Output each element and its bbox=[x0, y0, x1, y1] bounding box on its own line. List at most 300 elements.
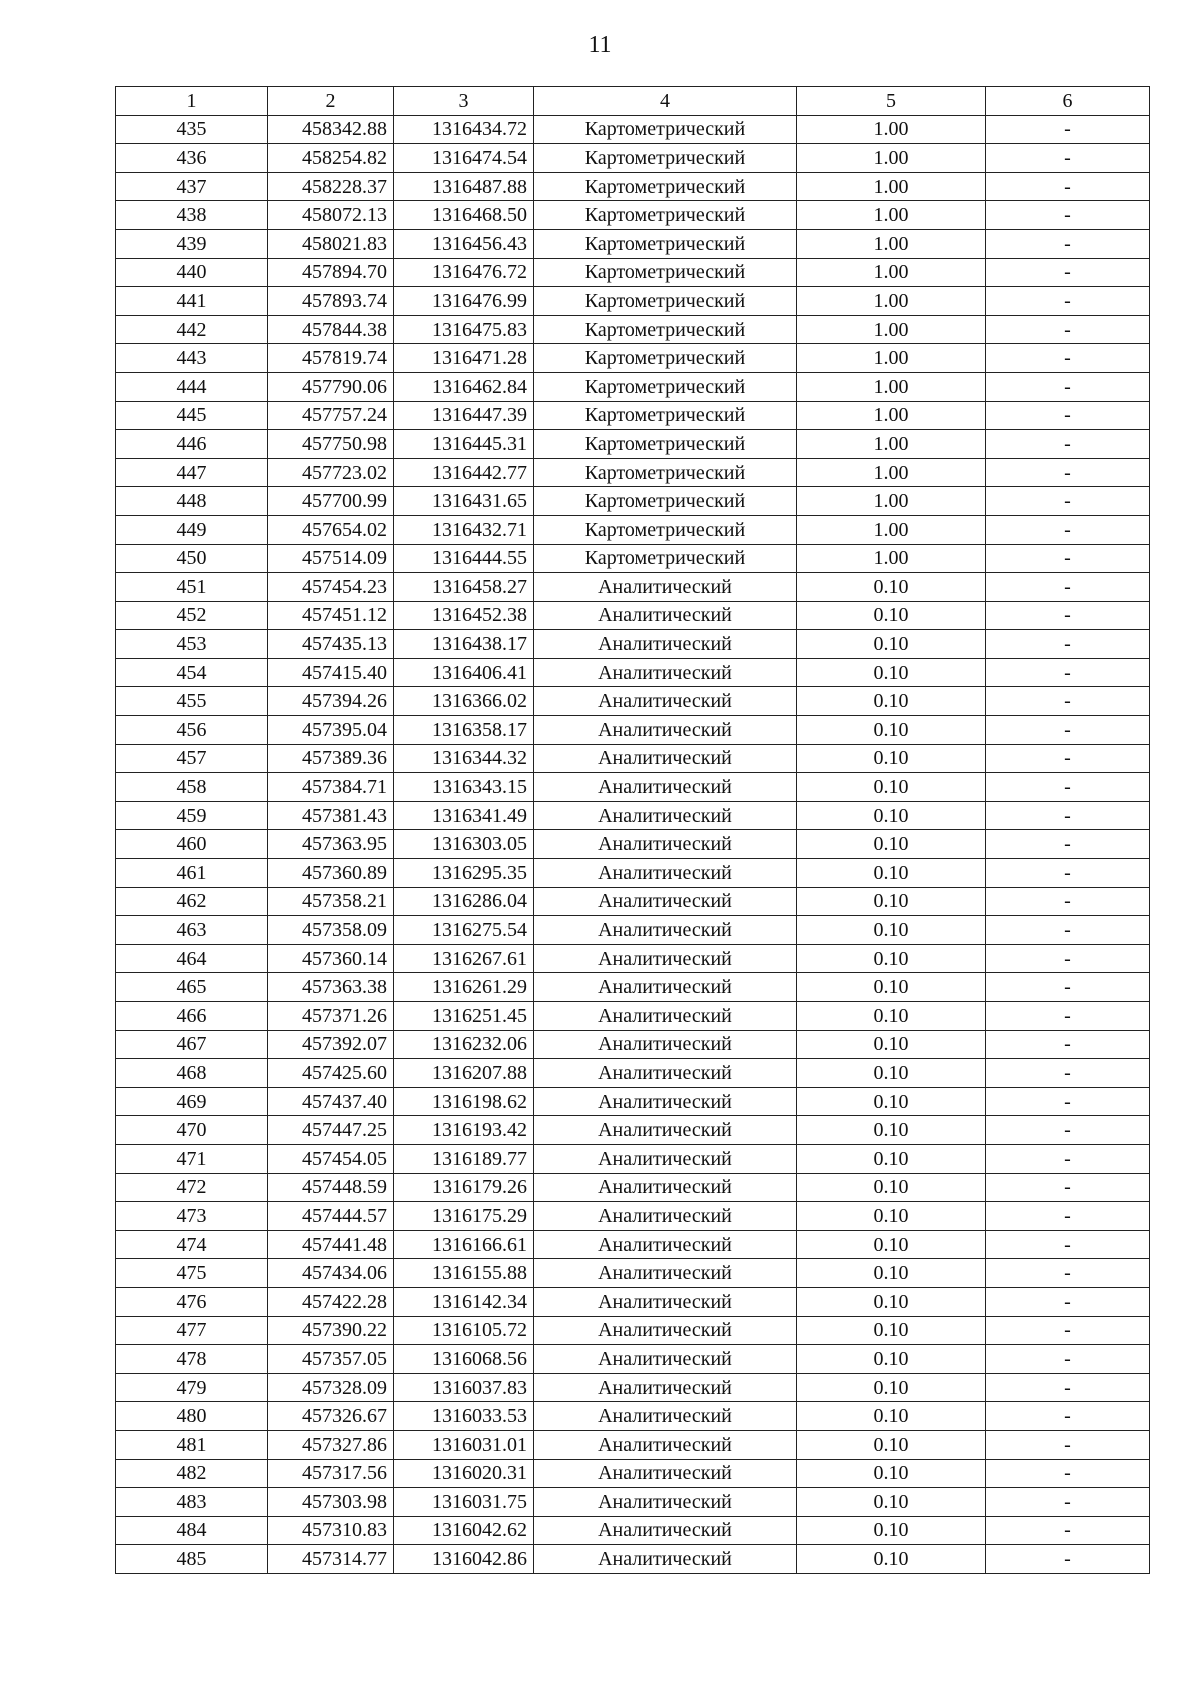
method-cell: Аналитический bbox=[534, 887, 797, 916]
y-coordinate-cell: 1316155.88 bbox=[394, 1259, 534, 1288]
y-coordinate-cell: 1316020.31 bbox=[394, 1459, 534, 1488]
accuracy-cell: 1.00 bbox=[797, 229, 986, 258]
x-coordinate-cell: 457394.26 bbox=[268, 687, 394, 716]
point-number-cell: 481 bbox=[116, 1430, 268, 1459]
x-coordinate-cell: 457314.77 bbox=[268, 1545, 394, 1574]
accuracy-cell: 0.10 bbox=[797, 601, 986, 630]
point-number-cell: 480 bbox=[116, 1402, 268, 1431]
note-cell: - bbox=[986, 1287, 1150, 1316]
method-cell: Картометрический bbox=[534, 544, 797, 573]
table-row bbox=[116, 487, 1150, 516]
method-cell: Картометрический bbox=[534, 458, 797, 487]
note-cell: - bbox=[986, 716, 1150, 745]
x-coordinate-cell: 457360.89 bbox=[268, 859, 394, 888]
note-cell: - bbox=[986, 172, 1150, 201]
point-number-cell: 470 bbox=[116, 1116, 268, 1145]
table-row bbox=[116, 859, 1150, 888]
accuracy-cell: 0.10 bbox=[797, 1430, 986, 1459]
method-cell: Аналитический bbox=[534, 1316, 797, 1345]
method-cell: Аналитический bbox=[534, 573, 797, 602]
x-coordinate-cell: 457448.59 bbox=[268, 1173, 394, 1202]
point-number-cell: 462 bbox=[116, 887, 268, 916]
accuracy-cell: 0.10 bbox=[797, 1230, 986, 1259]
point-number-cell: 449 bbox=[116, 515, 268, 544]
accuracy-cell: 1.00 bbox=[797, 258, 986, 287]
y-coordinate-cell: 1316447.39 bbox=[394, 401, 534, 430]
table-row bbox=[116, 630, 1150, 659]
table-row bbox=[116, 287, 1150, 316]
table-row bbox=[116, 144, 1150, 173]
x-coordinate-cell: 457654.02 bbox=[268, 515, 394, 544]
note-cell: - bbox=[986, 315, 1150, 344]
table-row bbox=[116, 515, 1150, 544]
note-cell: - bbox=[986, 744, 1150, 773]
y-coordinate-cell: 1316207.88 bbox=[394, 1059, 534, 1088]
y-coordinate-cell: 1316471.28 bbox=[394, 344, 534, 373]
method-cell: Аналитический bbox=[534, 1545, 797, 1574]
y-coordinate-cell: 1316193.42 bbox=[394, 1116, 534, 1145]
accuracy-cell: 0.10 bbox=[797, 887, 986, 916]
table-row bbox=[116, 1144, 1150, 1173]
table-row bbox=[116, 1430, 1150, 1459]
x-coordinate-cell: 457395.04 bbox=[268, 716, 394, 745]
point-number-cell: 436 bbox=[116, 144, 268, 173]
point-number-cell: 475 bbox=[116, 1259, 268, 1288]
table-row bbox=[116, 372, 1150, 401]
accuracy-cell: 0.10 bbox=[797, 744, 986, 773]
accuracy-cell: 0.10 bbox=[797, 1116, 986, 1145]
accuracy-cell: 1.00 bbox=[797, 201, 986, 230]
table-row bbox=[116, 1059, 1150, 1088]
note-cell: - bbox=[986, 773, 1150, 802]
point-number-cell: 474 bbox=[116, 1230, 268, 1259]
y-coordinate-cell: 1316456.43 bbox=[394, 229, 534, 258]
y-coordinate-cell: 1316366.02 bbox=[394, 687, 534, 716]
page-number: 11 bbox=[588, 32, 612, 58]
header-row bbox=[116, 87, 1150, 116]
accuracy-cell: 0.10 bbox=[797, 1287, 986, 1316]
x-coordinate-cell: 458228.37 bbox=[268, 172, 394, 201]
method-cell: Аналитический bbox=[534, 601, 797, 630]
y-coordinate-cell: 1316452.38 bbox=[394, 601, 534, 630]
method-cell: Аналитический bbox=[534, 1202, 797, 1231]
y-coordinate-cell: 1316438.17 bbox=[394, 630, 534, 659]
point-number-cell: 453 bbox=[116, 630, 268, 659]
point-number-cell: 464 bbox=[116, 944, 268, 973]
table-row bbox=[116, 1488, 1150, 1517]
table-row bbox=[116, 1373, 1150, 1402]
note-cell: - bbox=[986, 944, 1150, 973]
accuracy-cell: 0.10 bbox=[797, 1259, 986, 1288]
x-coordinate-cell: 457360.14 bbox=[268, 944, 394, 973]
accuracy-cell: 0.10 bbox=[797, 687, 986, 716]
y-coordinate-cell: 1316344.32 bbox=[394, 744, 534, 773]
table-row bbox=[116, 1116, 1150, 1145]
point-number-cell: 476 bbox=[116, 1287, 268, 1316]
note-cell: - bbox=[986, 372, 1150, 401]
table-row bbox=[116, 430, 1150, 459]
note-cell: - bbox=[986, 1516, 1150, 1545]
method-cell: Картометрический bbox=[534, 172, 797, 201]
note-cell: - bbox=[986, 859, 1150, 888]
point-number-cell: 479 bbox=[116, 1373, 268, 1402]
point-number-cell: 471 bbox=[116, 1144, 268, 1173]
x-coordinate-cell: 457326.67 bbox=[268, 1402, 394, 1431]
x-coordinate-cell: 457750.98 bbox=[268, 430, 394, 459]
method-cell: Картометрический bbox=[534, 144, 797, 173]
table-row bbox=[116, 944, 1150, 973]
point-number-cell: 440 bbox=[116, 258, 268, 287]
method-cell: Аналитический bbox=[534, 1087, 797, 1116]
method-cell: Аналитический bbox=[534, 1259, 797, 1288]
accuracy-cell: 1.00 bbox=[797, 458, 986, 487]
note-cell: - bbox=[986, 1116, 1150, 1145]
y-coordinate-cell: 1316142.34 bbox=[394, 1287, 534, 1316]
table-row bbox=[116, 201, 1150, 230]
accuracy-cell: 0.10 bbox=[797, 830, 986, 859]
x-coordinate-cell: 457415.40 bbox=[268, 658, 394, 687]
coordinates-table bbox=[115, 86, 1150, 1574]
y-coordinate-cell: 1316431.65 bbox=[394, 487, 534, 516]
table-row bbox=[116, 229, 1150, 258]
method-cell: Аналитический bbox=[534, 916, 797, 945]
y-coordinate-cell: 1316189.77 bbox=[394, 1144, 534, 1173]
y-coordinate-cell: 1316442.77 bbox=[394, 458, 534, 487]
x-coordinate-cell: 457363.95 bbox=[268, 830, 394, 859]
accuracy-cell: 0.10 bbox=[797, 773, 986, 802]
method-cell: Аналитический bbox=[534, 630, 797, 659]
x-coordinate-cell: 457451.12 bbox=[268, 601, 394, 630]
y-coordinate-cell: 1316445.31 bbox=[394, 430, 534, 459]
point-number-cell: 457 bbox=[116, 744, 268, 773]
x-coordinate-cell: 457390.22 bbox=[268, 1316, 394, 1345]
table-row bbox=[116, 1459, 1150, 1488]
note-cell: - bbox=[986, 630, 1150, 659]
point-number-cell: 450 bbox=[116, 544, 268, 573]
method-cell: Картометрический bbox=[534, 372, 797, 401]
accuracy-cell: 1.00 bbox=[797, 430, 986, 459]
accuracy-cell: 1.00 bbox=[797, 401, 986, 430]
accuracy-cell: 0.10 bbox=[797, 859, 986, 888]
y-coordinate-cell: 1316432.71 bbox=[394, 515, 534, 544]
table-row bbox=[116, 1345, 1150, 1374]
accuracy-cell: 1.00 bbox=[797, 115, 986, 144]
column-header: 1 bbox=[116, 87, 268, 116]
y-coordinate-cell: 1316476.72 bbox=[394, 258, 534, 287]
accuracy-cell: 0.10 bbox=[797, 658, 986, 687]
note-cell: - bbox=[986, 1316, 1150, 1345]
table-row bbox=[116, 1402, 1150, 1431]
note-cell: - bbox=[986, 830, 1150, 859]
table-row bbox=[116, 1259, 1150, 1288]
accuracy-cell: 0.10 bbox=[797, 1459, 986, 1488]
point-number-cell: 465 bbox=[116, 973, 268, 1002]
point-number-cell: 444 bbox=[116, 372, 268, 401]
table-row bbox=[116, 258, 1150, 287]
note-cell: - bbox=[986, 916, 1150, 945]
x-coordinate-cell: 457422.28 bbox=[268, 1287, 394, 1316]
point-number-cell: 447 bbox=[116, 458, 268, 487]
point-number-cell: 485 bbox=[116, 1545, 268, 1574]
y-coordinate-cell: 1316343.15 bbox=[394, 773, 534, 802]
x-coordinate-cell: 457444.57 bbox=[268, 1202, 394, 1231]
point-number-cell: 451 bbox=[116, 573, 268, 602]
table-row bbox=[116, 1002, 1150, 1031]
column-header: 5 bbox=[797, 87, 986, 116]
note-cell: - bbox=[986, 1173, 1150, 1202]
method-cell: Аналитический bbox=[534, 1059, 797, 1088]
note-cell: - bbox=[986, 1459, 1150, 1488]
accuracy-cell: 0.10 bbox=[797, 1316, 986, 1345]
y-coordinate-cell: 1316475.83 bbox=[394, 315, 534, 344]
point-number-cell: 443 bbox=[116, 344, 268, 373]
table-row bbox=[116, 773, 1150, 802]
y-coordinate-cell: 1316175.29 bbox=[394, 1202, 534, 1231]
point-number-cell: 446 bbox=[116, 430, 268, 459]
point-number-cell: 452 bbox=[116, 601, 268, 630]
method-cell: Аналитический bbox=[534, 1230, 797, 1259]
y-coordinate-cell: 1316468.50 bbox=[394, 201, 534, 230]
x-coordinate-cell: 457384.71 bbox=[268, 773, 394, 802]
method-cell: Аналитический bbox=[534, 944, 797, 973]
note-cell: - bbox=[986, 887, 1150, 916]
note-cell: - bbox=[986, 515, 1150, 544]
accuracy-cell: 0.10 bbox=[797, 944, 986, 973]
point-number-cell: 442 bbox=[116, 315, 268, 344]
y-coordinate-cell: 1316275.54 bbox=[394, 916, 534, 945]
x-coordinate-cell: 457454.05 bbox=[268, 1144, 394, 1173]
y-coordinate-cell: 1316286.04 bbox=[394, 887, 534, 916]
x-coordinate-cell: 457371.26 bbox=[268, 1002, 394, 1031]
note-cell: - bbox=[986, 430, 1150, 459]
x-coordinate-cell: 457700.99 bbox=[268, 487, 394, 516]
x-coordinate-cell: 457514.09 bbox=[268, 544, 394, 573]
method-cell: Аналитический bbox=[534, 716, 797, 745]
x-coordinate-cell: 457317.56 bbox=[268, 1459, 394, 1488]
method-cell: Картометрический bbox=[534, 430, 797, 459]
x-coordinate-cell: 458021.83 bbox=[268, 229, 394, 258]
method-cell: Аналитический bbox=[534, 1516, 797, 1545]
point-number-cell: 439 bbox=[116, 229, 268, 258]
x-coordinate-cell: 457819.74 bbox=[268, 344, 394, 373]
method-cell: Картометрический bbox=[534, 401, 797, 430]
point-number-cell: 469 bbox=[116, 1087, 268, 1116]
method-cell: Аналитический bbox=[534, 973, 797, 1002]
x-coordinate-cell: 457392.07 bbox=[268, 1030, 394, 1059]
method-cell: Аналитический bbox=[534, 1345, 797, 1374]
table-row bbox=[116, 344, 1150, 373]
y-coordinate-cell: 1316198.62 bbox=[394, 1087, 534, 1116]
y-coordinate-cell: 1316179.26 bbox=[394, 1173, 534, 1202]
point-number-cell: 461 bbox=[116, 859, 268, 888]
point-number-cell: 472 bbox=[116, 1173, 268, 1202]
method-cell: Аналитический bbox=[534, 1030, 797, 1059]
method-cell: Аналитический bbox=[534, 658, 797, 687]
y-coordinate-cell: 1316042.86 bbox=[394, 1545, 534, 1574]
note-cell: - bbox=[986, 1373, 1150, 1402]
y-coordinate-cell: 1316033.53 bbox=[394, 1402, 534, 1431]
table-row bbox=[116, 916, 1150, 945]
point-number-cell: 460 bbox=[116, 830, 268, 859]
table-row bbox=[116, 887, 1150, 916]
method-cell: Аналитический bbox=[534, 1402, 797, 1431]
accuracy-cell: 0.10 bbox=[797, 973, 986, 1002]
method-cell: Аналитический bbox=[534, 1459, 797, 1488]
accuracy-cell: 0.10 bbox=[797, 1345, 986, 1374]
method-cell: Аналитический bbox=[534, 1116, 797, 1145]
note-cell: - bbox=[986, 344, 1150, 373]
point-number-cell: 454 bbox=[116, 658, 268, 687]
y-coordinate-cell: 1316341.49 bbox=[394, 801, 534, 830]
method-cell: Аналитический bbox=[534, 687, 797, 716]
note-cell: - bbox=[986, 201, 1150, 230]
method-cell: Аналитический bbox=[534, 1144, 797, 1173]
note-cell: - bbox=[986, 1345, 1150, 1374]
note-cell: - bbox=[986, 1488, 1150, 1517]
x-coordinate-cell: 457310.83 bbox=[268, 1516, 394, 1545]
method-cell: Картометрический bbox=[534, 201, 797, 230]
x-coordinate-cell: 458254.82 bbox=[268, 144, 394, 173]
table-row bbox=[116, 687, 1150, 716]
accuracy-cell: 0.10 bbox=[797, 1002, 986, 1031]
method-cell: Картометрический bbox=[534, 229, 797, 258]
x-coordinate-cell: 457894.70 bbox=[268, 258, 394, 287]
column-header: 2 bbox=[268, 87, 394, 116]
accuracy-cell: 0.10 bbox=[797, 1030, 986, 1059]
accuracy-cell: 0.10 bbox=[797, 1516, 986, 1545]
y-coordinate-cell: 1316462.84 bbox=[394, 372, 534, 401]
method-cell: Аналитический bbox=[534, 1373, 797, 1402]
point-number-cell: 477 bbox=[116, 1316, 268, 1345]
table-row bbox=[116, 401, 1150, 430]
method-cell: Аналитический bbox=[534, 1287, 797, 1316]
column-header: 4 bbox=[534, 87, 797, 116]
x-coordinate-cell: 457790.06 bbox=[268, 372, 394, 401]
table-row bbox=[116, 1287, 1150, 1316]
y-coordinate-cell: 1316458.27 bbox=[394, 573, 534, 602]
point-number-cell: 455 bbox=[116, 687, 268, 716]
accuracy-cell: 1.00 bbox=[797, 315, 986, 344]
y-coordinate-cell: 1316251.45 bbox=[394, 1002, 534, 1031]
accuracy-cell: 0.10 bbox=[797, 1373, 986, 1402]
point-number-cell: 463 bbox=[116, 916, 268, 945]
note-cell: - bbox=[986, 1087, 1150, 1116]
accuracy-cell: 0.10 bbox=[797, 573, 986, 602]
note-cell: - bbox=[986, 1230, 1150, 1259]
table-row bbox=[116, 1316, 1150, 1345]
y-coordinate-cell: 1316232.06 bbox=[394, 1030, 534, 1059]
table-row bbox=[116, 1230, 1150, 1259]
point-number-cell: 435 bbox=[116, 115, 268, 144]
accuracy-cell: 0.10 bbox=[797, 1144, 986, 1173]
note-cell: - bbox=[986, 1059, 1150, 1088]
note-cell: - bbox=[986, 1144, 1150, 1173]
method-cell: Картометрический bbox=[534, 287, 797, 316]
method-cell: Аналитический bbox=[534, 859, 797, 888]
y-coordinate-cell: 1316037.83 bbox=[394, 1373, 534, 1402]
point-number-cell: 445 bbox=[116, 401, 268, 430]
x-coordinate-cell: 457303.98 bbox=[268, 1488, 394, 1517]
note-cell: - bbox=[986, 1545, 1150, 1574]
y-coordinate-cell: 1316487.88 bbox=[394, 172, 534, 201]
note-cell: - bbox=[986, 1430, 1150, 1459]
method-cell: Аналитический bbox=[534, 830, 797, 859]
y-coordinate-cell: 1316444.55 bbox=[394, 544, 534, 573]
column-header: 6 bbox=[986, 87, 1150, 116]
y-coordinate-cell: 1316031.01 bbox=[394, 1430, 534, 1459]
note-cell: - bbox=[986, 287, 1150, 316]
method-cell: Аналитический bbox=[534, 801, 797, 830]
x-coordinate-cell: 457389.36 bbox=[268, 744, 394, 773]
table-row bbox=[116, 973, 1150, 1002]
point-number-cell: 468 bbox=[116, 1059, 268, 1088]
method-cell: Аналитический bbox=[534, 773, 797, 802]
table-row bbox=[116, 573, 1150, 602]
accuracy-cell: 1.00 bbox=[797, 544, 986, 573]
x-coordinate-cell: 457844.38 bbox=[268, 315, 394, 344]
x-coordinate-cell: 457723.02 bbox=[268, 458, 394, 487]
method-cell: Картометрический bbox=[534, 344, 797, 373]
table-row bbox=[116, 315, 1150, 344]
x-coordinate-cell: 457454.23 bbox=[268, 573, 394, 602]
x-coordinate-cell: 457437.40 bbox=[268, 1087, 394, 1116]
note-cell: - bbox=[986, 601, 1150, 630]
note-cell: - bbox=[986, 1259, 1150, 1288]
method-cell: Картометрический bbox=[534, 315, 797, 344]
method-cell: Картометрический bbox=[534, 115, 797, 144]
method-cell: Картометрический bbox=[534, 515, 797, 544]
accuracy-cell: 0.10 bbox=[797, 1488, 986, 1517]
y-coordinate-cell: 1316261.29 bbox=[394, 973, 534, 1002]
accuracy-cell: 0.10 bbox=[797, 716, 986, 745]
y-coordinate-cell: 1316068.56 bbox=[394, 1345, 534, 1374]
x-coordinate-cell: 457441.48 bbox=[268, 1230, 394, 1259]
y-coordinate-cell: 1316474.54 bbox=[394, 144, 534, 173]
point-number-cell: 473 bbox=[116, 1202, 268, 1231]
x-coordinate-cell: 457357.05 bbox=[268, 1345, 394, 1374]
x-coordinate-cell: 457435.13 bbox=[268, 630, 394, 659]
x-coordinate-cell: 457363.38 bbox=[268, 973, 394, 1002]
point-number-cell: 483 bbox=[116, 1488, 268, 1517]
y-coordinate-cell: 1316042.62 bbox=[394, 1516, 534, 1545]
x-coordinate-cell: 457893.74 bbox=[268, 287, 394, 316]
y-coordinate-cell: 1316303.05 bbox=[394, 830, 534, 859]
y-coordinate-cell: 1316295.35 bbox=[394, 859, 534, 888]
note-cell: - bbox=[986, 973, 1150, 1002]
note-cell: - bbox=[986, 573, 1150, 602]
table-row bbox=[116, 115, 1150, 144]
point-number-cell: 437 bbox=[116, 172, 268, 201]
note-cell: - bbox=[986, 458, 1150, 487]
x-coordinate-cell: 457328.09 bbox=[268, 1373, 394, 1402]
method-cell: Аналитический bbox=[534, 1002, 797, 1031]
method-cell: Аналитический bbox=[534, 1488, 797, 1517]
accuracy-cell: 0.10 bbox=[797, 1173, 986, 1202]
table-row bbox=[116, 830, 1150, 859]
table-body bbox=[116, 115, 1150, 1573]
y-coordinate-cell: 1316267.61 bbox=[394, 944, 534, 973]
x-coordinate-cell: 458072.13 bbox=[268, 201, 394, 230]
note-cell: - bbox=[986, 144, 1150, 173]
y-coordinate-cell: 1316406.41 bbox=[394, 658, 534, 687]
y-coordinate-cell: 1316105.72 bbox=[394, 1316, 534, 1345]
accuracy-cell: 1.00 bbox=[797, 372, 986, 401]
table-row bbox=[116, 601, 1150, 630]
method-cell: Аналитический bbox=[534, 1173, 797, 1202]
method-cell: Аналитический bbox=[534, 744, 797, 773]
note-cell: - bbox=[986, 229, 1150, 258]
table-row bbox=[116, 716, 1150, 745]
